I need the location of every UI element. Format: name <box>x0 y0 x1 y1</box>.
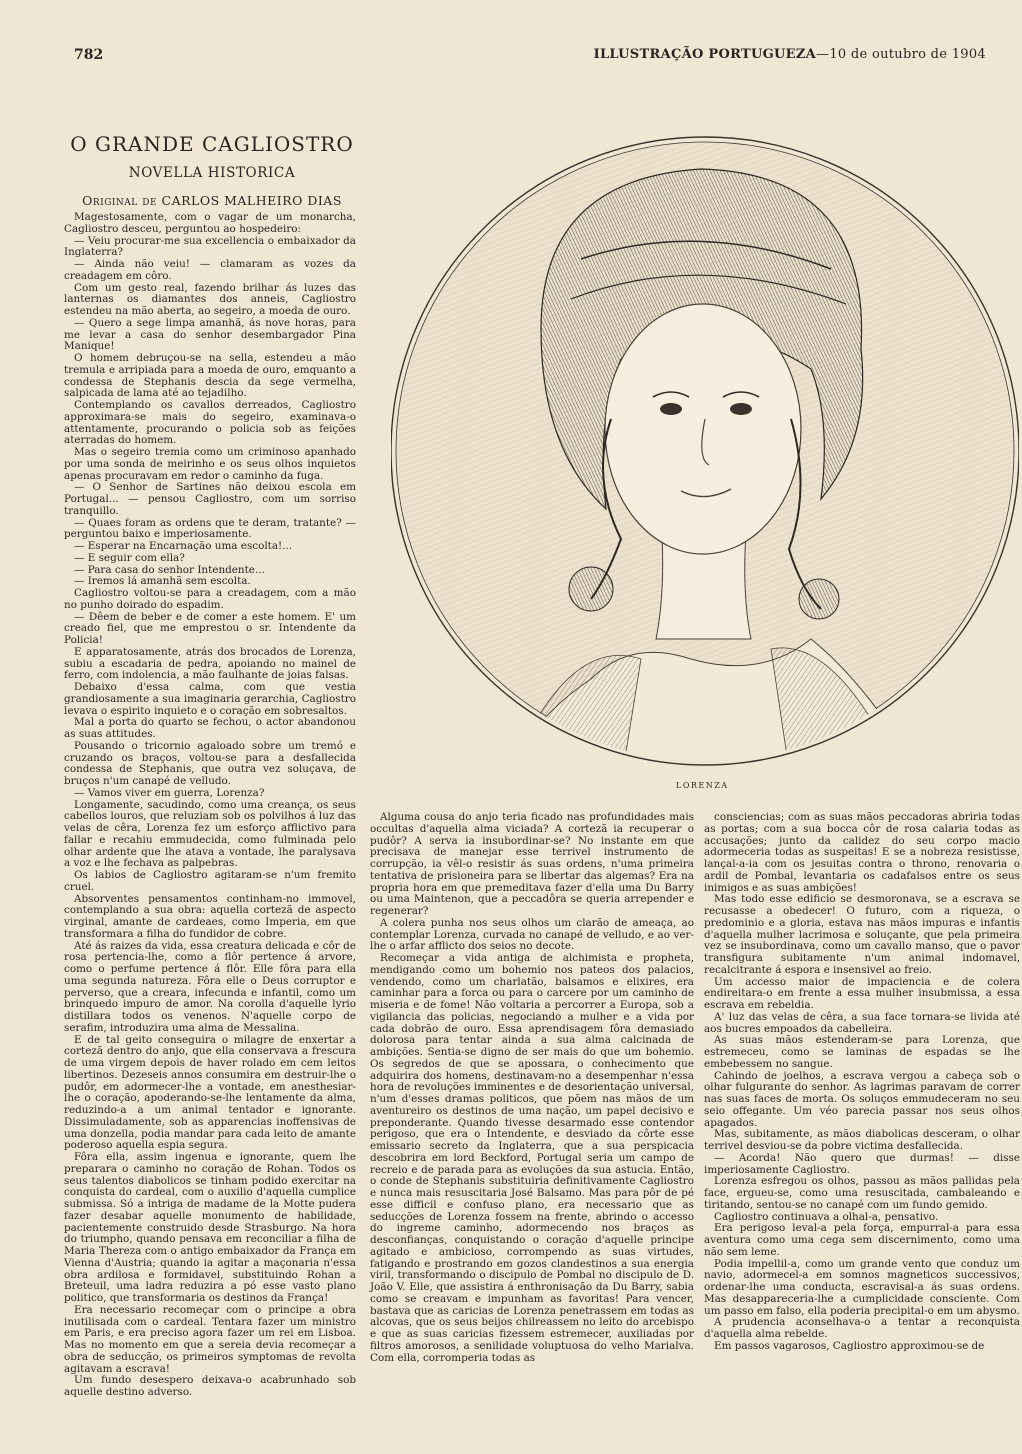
article-byline: Original de CARLOS MALHEIRO DIAS <box>82 193 342 208</box>
text-column-middle <box>370 812 694 1364</box>
article-subtitle: NOVELLA HISTORICA <box>128 165 296 181</box>
paragraph: Mas, subitamente, as mãos diabolicas desceram, o olhar terrivel desviou-se da pobre victima desfallecida. <box>704 1128 1020 1152</box>
paragraph: Cagliostro voltou-se para a creadagem, com a mão no punho doirado do espadim. <box>64 587 356 611</box>
paragraph: Um fundo desespero deixava-o acabrunhado sob aquelle destino adverso. <box>64 1374 356 1398</box>
paragraph: A prudencia aconselhava-o a tentar a reconquista d'aquella alma rebelde. <box>704 1316 1020 1340</box>
paragraph: As suas mãos estenderam-se para Lorenza, que estremeceu, como se laminas de espadas se lhe embebessem no sangue. <box>704 1034 1020 1070</box>
paragraph: — Esperar na Encarnação uma escolta!... <box>74 540 293 552</box>
paragraph: Mas todo esse edificio se desmoronava, se a escrava se recusasse a obedecer! O futuro, com a riqueza, o predominio e a gloria, estava nas mãos impuras e infantis d'aquella mulher lacrimosa e soluçante, que pela primeira vez se insubordinava, como um cavallo manso, que o pavor transfigura subitamente n'um animal indomavel, recalcitrante á espora e insensivel ao freio. <box>704 893 1020 976</box>
paragraph: Cagliostro continuava a olhal-a, pensativo. <box>714 1210 939 1223</box>
paragraph: Era perigoso leval-a pela força, empurral-a para essa aventura como uma cega sem discernimento, como uma não sem leme. <box>704 1222 1020 1258</box>
paragraph: — E seguir com ella? <box>74 551 185 564</box>
paragraph: E apparatosamente, atrás dos brocados de Lorenza, subiu a escadaria de pedra, apoiando no mainel de ferro, com indolencia, a mão faulhante de joias falsas. <box>64 645 356 682</box>
paragraph: Recomeçar a vida antiga de alchimista e propheta, mendigando como um bohemio nos pateos dos palacios, vendendo, como um charlatão, balsamos e elixires, era caminhar para a forca ou para o carcere por um caminho de miseria e de fome! Não voltaria a percorrer a Europa, sob a vigilancia das policias, negociando a mulher e a vida por cada dobrão de ouro. Essa aprendisagem fôra demasiado dolorosa para tentar ainda a sua alma calcinada de ambições. Sentia-se digno de ser mais do que um bohemio. Os segredos de que se apossara, o conhecimento que adquirira dos homens, destinavam-no a desempenhar n'essa hora de revoluções imminentes e de desorientação universal, n'um d'esses dramas politicos, que põem nas mãos de um aventureiro os destinos de uma nação, um papel decisivo e preponderante. Quando tivesse desarmado esse contendor perigoso, que era o Intendente, e desviado da côrte esse emissario secreto da Inglaterra, que a sua perspicacia descobrira em lord Beckford, Portugal seria um campo de recreio e de parada para as evoluções da sua astucia. Então, o conde de Stephanis substituiria definitivamente Cagliostro e nunca mais resuscitaria José Balsamo. Mas para pôr de pé esse difficil e confuso plano, era necessario que as seducções de Lorenza fossem na frente, abrindo o accesso do ingreme caminho, adormecendo nos braços as desconfianças, conquistando o coração d'aquelle principe agitado e ambicioso, corrompendo as suas virtudes, fatigando e prostrando em gozos clandestinos a sua energia viril, transformando o discipulo de Pombal no discipulo de D. João V. Elle, que assistira á enthronisação da Du Barry, sabia como se creavam e impunham as favoritas! Para vencer, bastava que as caricias de Lorenza penetrassem em todas as alcovas, que os seus beijos chilreassem no leito do arcebispo e que as suas caricias fizessem estremecer, auxiliadas por filtros amorosos, a senilidade voluptuosa do velho Marialva. Com ella, corromperia todas as <box>370 952 694 1364</box>
paragraph: Alguma cousa do anjo teria ficado nas profundidades mais occultas d'aquella alma viciada? A cortezã ia recuperar o pudôr? A serva ia insubordinar-se? No instante em que precisava de manejar esse terrivel instrumento de corrupção, ia vêl-o resistir ás suas ordens, n'uma primeira tentativa de prisioneira para se libertar das algemas? Era na propria hora em que premeditava fazer d'ella uma Du Barry ou uma Maintenon, que a peccadôra se queria arrepender e regenerar? <box>370 811 694 917</box>
text-column-left <box>64 212 356 1399</box>
paragraph: O homem debruçou-se na sella, estendeu a mão tremula e arripiada para a moeda de ouro, emquanto a condessa de Stephanis descia da sege vermelha, salpicada de lama até ao tejadilho. <box>64 352 356 400</box>
publication-name: ILLUSTRAÇÃO PORTUGUEZA <box>593 47 817 62</box>
paragraph: Longamente, sacudindo, como uma creança, os seus cabellos louros, que reluziam sob os polvilhos á luz das velas de cêra, Lorenza fez um esforço afflictivo para fallar e recahiu emmudecida, como fulminada pelo olhar ardente que lhe atava a vontade, lhe paralysava a voz e lhe fechava as palpebras. <box>64 798 356 870</box>
portrait-caption: LORENZA <box>676 781 729 790</box>
paragraph: consciencias; com as suas mãos peccadoras abriria todas as portas; com a sua bocca côr de rosa calaria todas as accusações; junto da calidez do seu corpo macio adormeceria todas as suspeitas! E se a nobreza resistisse, lançal-a-ia com os jesuitas contra o throno, renovaria o ardil de Pombal, levantaria os cadafalsos entre os seus inimigos e as suas ambições! <box>704 811 1020 894</box>
paragraph: Um accesso maior de impaciencia e de colera endireitara-o em frente a essa mulher insubmissa, a essa escrava em rebeldia. <box>704 975 1020 1011</box>
page-number: 782 <box>74 47 104 63</box>
running-header <box>594 47 986 62</box>
paragraph: E de tal geito conseguira o milagre de enxertar a cortezã dentro do anjo, que ella conservava a frescura de uma virgem depois de haver rolado em cem leitos libertinos. Dezeseis annos consumira em destruir-lhe o pudôr, em adormecer-lhe a vontade, em anesthesiar-lhe o coração, apoderando-se-lhe lentamente da alma, reduzindo-a a um animal tentador e ignorante. Dissimuladamente, sob as apparencias inoffensivas de uma donzella, podia mandar para cada leito de amante poderoso aquella espia segura. <box>64 1033 356 1152</box>
paragraph: Mas o segeiro tremia como um criminoso apanhado por uma sonda de meirinho e os seus olhos inquietos apenas procuravam em redor o caminho da fuga. <box>64 446 356 482</box>
paragraph: — Quero a sege limpa amanhã, ás nove horas, para me levar a casa do senhor desembargador Pina Manique! <box>64 316 356 353</box>
portrait-illustration <box>391 119 1019 783</box>
paragraph: A' luz das velas de cêra, a sua face tornara-se livida até aos bucres empoados da cabelleira. <box>704 1010 1020 1035</box>
paragraph: A colera punha nos seus olhos um clarão de ameaça, ao contemplar Lorenza, curvada no canapé de velludo, e ao ver-lhe o arfar afflicto dos seios no decote. <box>370 916 694 953</box>
paragraph: Era necessario recomeçar com o principe a obra inutilisada com o cardeal. Tentara fazer um ministro em Paris, e era preciso agora fazer um rei em Lisboa. Mas no momento em que a sereia devia recomeçar a obra de seducção, os primeiros symptomas de revolta agitavam a escrava! <box>64 1303 356 1375</box>
paragraph: — Dêem de beber e de comer a este homem. E' um creado fiel, que me emprestou o sr. Intendente da Policia! <box>64 610 356 646</box>
article-title: O GRANDE CAGLIOSTRO <box>70 132 354 156</box>
paragraph: Debaixo d'essa calma, com que vestia grandiosamente a sua imaginaria gerarchia, Cagliostro levava o espirito inquieto e o coração em sobresaltos. <box>64 681 356 717</box>
article-heading <box>62 132 362 208</box>
paragraph: — Vamos viver em guerra, Lorenza? <box>74 786 265 799</box>
paragraph: Fôra ella, assim ingenua e ignorante, quem lhe preparara o caminho no coração de Rohan. Todos os seus talentos diabolicos se tinham podido exercitar na conquista do cardeal, com o auxilio d'aquella cumplice submissa. Só a intriga de madame de la Motte pudera fazer desabar aquelle monumento de habilidade, pacientemente construido desde Strasburgo. Na hora do triumpho, quando pensava em reconciliar a filha de Maria Thereza com o antigo embaixador da França em Vienna d'Austria; quando ia agitar a maçonaria n'essa obra ardilosa e formidavel, substituindo Rohan a Breteuil, uma ladra reduzira a pó esse vasto plano politico, que transformaria os destinos da França! <box>64 1151 356 1304</box>
paragraph: — O Senhor de Sartines não deixou escola em Portugal... — pensou Cagliostro, com um sorriso tranquillo. <box>64 481 356 517</box>
paragraph: — Quaes foram as ordens que te deram, tratante? — perguntou baixo e imperiosamente. <box>64 516 356 541</box>
paragraph: Em passos vagarosos, Cagliostro approximou-se de <box>714 1339 985 1352</box>
paragraph: Com um gesto real, fazendo brilhar ás luzes das lanternas os diamantes dos anneis, Cagliostro estendeu na mão aberta, ao segeiro, a moeda de ouro. <box>64 281 356 317</box>
paragraph: Lorenza esfregou os olhos, passou as mãos pallidas pela face, ergueu-se, como uma resuscitada, cambaleando e tiritando, sentou-se no canapé com um fundo gemido. <box>704 1175 1020 1211</box>
paragraph: — Para casa do senhor Intendente... <box>74 563 265 576</box>
paragraph: — Iremos lá amanhã sem escolta. <box>74 575 251 588</box>
portrait-engraving <box>391 119 1019 783</box>
paragraph: Contemplando os cavallos derreados, Cagliostro approximara-se mais do segeiro, examinava-o attentamente, procurando o policia sob as feições aterradas do homem. <box>64 399 356 447</box>
paragraph: Os labios de Cagliostro agitaram-se n'um fremito cruel. <box>64 869 356 893</box>
paragraph: — Ainda não veiu! — clamaram as vozes da creadagem em côro. <box>64 258 356 282</box>
paragraph: — Veiu procurar-me sua excellencia o embaixador da Inglaterra? <box>64 234 356 259</box>
paragraph: — Acorda! Não quero que durmas! — disse imperiosamente Cagliostro. <box>704 1151 1020 1176</box>
paragraph: Pousando o tricornio agaloado sobre um tremó e cruzando os braços, voltou-se para a desfallecida condessa de Stephanis, que outra vez soluçava, de bruços n'um canapé de velludo. <box>64 739 356 787</box>
paragraph: Podia impellil-a, como um grande vento que conduz um navio, adormecel-a em somnos magneticos successivos, ordenar-lhe uma conducta, escravisal-a ás suas ordens. Mas desappareceria-lhe a cumplicidade consciente. Com um passo em falso, ella poderia precipital-o em um abysmo. <box>704 1257 1020 1317</box>
paragraph: Mal a porta do quarto se fechou, o actor abandonou as suas attitudes. <box>64 716 356 740</box>
issue-date: —10 de outubro de 1904 <box>816 47 986 62</box>
paragraph: Até ás raizes da vida, essa creatura delicada e côr de rosa pertencia-lhe, como a flôr pertence á arvore, como o perfume pertence á flôr. Elle fôra para ella uma segunda natureza. Fôra elle o Deus corruptor e perverso, que a creara, infecunda e infantil, como um brinquedo impuro de amor. Na corolla d'aquelle lyrio distillara todos os venenos. N'aquelle corpo de serafim, introduzira uma alma de Messalina. <box>64 939 356 1034</box>
text-column-right <box>704 812 1020 1353</box>
paragraph: Cahindo de joelhos, a escrava vergou a cabeça sob o olhar fulgurante do senhor. As lagrimas paravam de correr nas suas faces de morta. Os soluços emmudeceram no seu seio offegante. Um véo parecia passar nos seus olhos apagados. <box>704 1069 1020 1129</box>
paragraph: Magestosamente, com o vagar de um monarcha, Cagliostro desceu, perguntou ao hospedeiro: <box>64 211 356 235</box>
paragraph: Absorventes pensamentos continham-no immovel, contemplando a sua obra: aquella cortezã de aspecto virginal, amante de cardeaes, como Imperia, em que transformara a filha do fundidor de cobre. <box>64 892 356 940</box>
